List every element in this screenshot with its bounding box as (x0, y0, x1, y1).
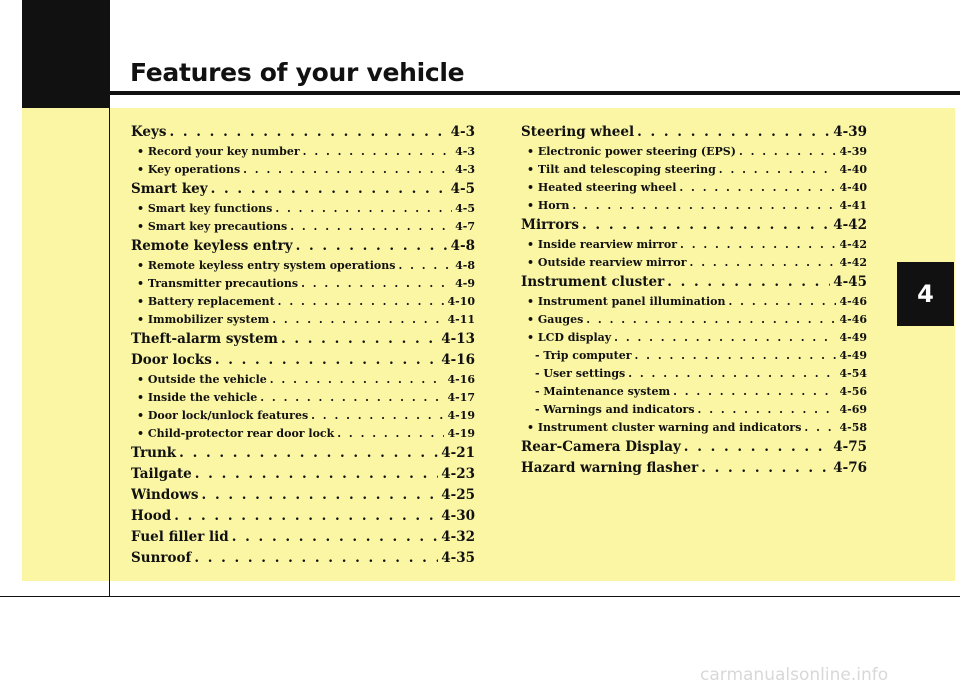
toc-entry-page: 4-42 (833, 217, 867, 233)
dot-leader (215, 350, 438, 371)
toc-entry[interactable] (131, 236, 475, 257)
toc-subentry[interactable] (521, 143, 867, 161)
toc-entry[interactable] (131, 527, 475, 548)
toc-entry-label: Keys (131, 124, 167, 140)
toc-entry-page: 4-40 (839, 163, 867, 176)
dot-leader (739, 143, 837, 161)
toc-entry-label: Windows (131, 487, 199, 503)
toc-entry[interactable] (131, 329, 475, 350)
toc-entry-page: 4-5 (455, 202, 475, 215)
toc-entry-page: 4-35 (441, 550, 475, 566)
toc-entry-page: 4-11 (447, 313, 475, 326)
toc-entry-label: • Horn (527, 199, 570, 212)
toc-subentry[interactable] (131, 275, 475, 293)
dot-leader (398, 257, 452, 275)
toc-entry-label: • Inside rearview mirror (527, 238, 678, 251)
toc-entry-label: • Instrument cluster warning and indicators (527, 421, 802, 434)
toc-entry-page: 4-3 (455, 145, 475, 158)
toc-entry[interactable] (521, 272, 867, 293)
toc-entry-label: Steering wheel (521, 124, 635, 140)
toc-entry-label: - Maintenance system (535, 385, 671, 398)
dot-leader (290, 218, 452, 236)
toc-entry[interactable] (131, 548, 475, 569)
toc-entry-label: Remote keyless entry (131, 238, 293, 254)
toc-entry-page: 4-30 (441, 508, 475, 524)
toc-entry-page: 4-19 (447, 427, 475, 440)
dot-leader (719, 161, 837, 179)
watermark: carmanualsonline.info (700, 665, 889, 685)
toc-entry-label: • Key operations (137, 163, 241, 176)
dot-leader (628, 365, 836, 383)
dot-leader (614, 329, 836, 347)
dot-leader (673, 383, 836, 401)
toc-entry-page: 4-10 (447, 295, 475, 308)
dot-leader (729, 293, 837, 311)
toc-subentry[interactable] (521, 236, 867, 254)
toc-entry-label: Fuel filler lid (131, 529, 229, 545)
toc-subentry[interactable] (131, 407, 475, 425)
toc-entry-label: Instrument cluster (521, 274, 665, 290)
toc-entry-label: • Instrument panel illumination (527, 295, 726, 308)
title-rule (109, 91, 960, 95)
toc-entry-label: • Smart key precautions (137, 220, 288, 233)
toc-subentry[interactable] (131, 389, 475, 407)
toc-entry-page: 4-25 (441, 487, 475, 503)
toc-subentry[interactable] (521, 383, 867, 401)
toc-entry-page: 4-45 (833, 274, 867, 290)
toc-entry-label: • Remote keyless entry system operations (137, 259, 396, 272)
toc-entry-label: • Inside the vehicle (137, 391, 258, 404)
toc-entry-page: 4-5 (450, 181, 475, 197)
toc-entry[interactable] (131, 179, 475, 200)
toc-subentry[interactable] (131, 371, 475, 389)
toc-entry-page: 4-75 (833, 439, 867, 455)
dot-leader (296, 236, 448, 257)
toc-entry[interactable] (131, 122, 475, 143)
toc-entry-page: 4-46 (839, 313, 867, 326)
toc-entry-label: • Gauges (527, 313, 584, 326)
dot-leader (243, 161, 452, 179)
toc-entry-label: Hazard warning flasher (521, 460, 699, 476)
dot-leader (337, 425, 444, 443)
toc-entry-label: • Electronic power steering (EPS) (527, 145, 736, 158)
toc-entry-label: Theft-alarm system (131, 331, 278, 347)
toc-subentry[interactable] (521, 254, 867, 272)
toc-subentry[interactable] (521, 179, 867, 197)
toc-entry-label: • Immobilizer system (137, 313, 270, 326)
toc-entry-page: 4-32 (441, 529, 475, 545)
toc-entry-page: 4-46 (839, 295, 867, 308)
toc-entry-label: • Outside rearview mirror (527, 256, 687, 269)
dot-leader (301, 275, 452, 293)
toc-subentry[interactable] (131, 218, 475, 236)
toc-subentry[interactable] (521, 311, 867, 329)
corner-black-tab (22, 0, 109, 108)
toc-entry-label: - Trip computer (535, 349, 632, 362)
dot-leader (684, 437, 830, 458)
toc-entry-page: 4-39 (839, 145, 867, 158)
dot-leader (303, 143, 452, 161)
toc-entry-label: • Door lock/unlock features (137, 409, 309, 422)
bottom-rule (0, 596, 960, 597)
toc-entry-page: 4-17 (447, 391, 475, 404)
toc-entry-label: • Outside the vehicle (137, 373, 267, 386)
toc-entry-label: • Child-protector rear door lock (137, 427, 335, 440)
toc-entry[interactable] (131, 350, 475, 371)
dot-leader (195, 464, 438, 485)
toc-entry[interactable] (521, 458, 867, 479)
toc-entry-label: Rear-Camera Display (521, 439, 681, 455)
dot-leader (272, 311, 444, 329)
toc-entry-label: Tailgate (131, 466, 192, 482)
dot-leader (698, 401, 837, 419)
dot-leader (194, 548, 438, 569)
toc-entry-label: Sunroof (131, 550, 192, 566)
toc-subentry[interactable] (521, 365, 867, 383)
toc-entry-label: • Tilt and telescoping steering (527, 163, 716, 176)
dot-leader (232, 527, 438, 548)
dot-leader (281, 329, 438, 350)
toc-entry-label: • Heated steering wheel (527, 181, 677, 194)
toc-subentry[interactable] (131, 425, 475, 443)
dot-leader (275, 200, 452, 218)
toc-entry-page: 4-3 (450, 124, 475, 140)
dot-leader (179, 443, 438, 464)
toc-entry-page: 4-49 (839, 331, 867, 344)
dot-leader (211, 179, 448, 200)
toc-entry-page: 4-41 (839, 199, 867, 212)
toc-entry-label: • LCD display (527, 331, 612, 344)
toc-entry-page: 4-40 (839, 181, 867, 194)
toc-entry[interactable] (131, 485, 475, 506)
toc-entry-label: Mirrors (521, 217, 580, 233)
toc-entry[interactable] (131, 464, 475, 485)
toc-entry-page: 4-3 (455, 163, 475, 176)
toc-entry-page: 4-23 (441, 466, 475, 482)
toc-right-column (521, 122, 867, 479)
toc-entry-page: 4-8 (450, 238, 475, 254)
toc-subentry[interactable] (131, 143, 475, 161)
toc-entry-page: 4-7 (455, 220, 475, 233)
toc-entry-page: 4-39 (833, 124, 867, 140)
toc-subentry[interactable] (521, 293, 867, 311)
dot-leader (690, 254, 837, 272)
toc-entry-page: 4-16 (447, 373, 475, 386)
toc-entry-label: Hood (131, 508, 172, 524)
toc-entry[interactable] (521, 215, 867, 236)
toc-entry-label: - Warnings and indicators (535, 403, 695, 416)
dot-leader (278, 293, 445, 311)
toc-entry-label: Smart key (131, 181, 208, 197)
toc-subentry[interactable] (131, 293, 475, 311)
toc-subentry[interactable] (521, 347, 867, 365)
dot-leader (311, 407, 444, 425)
toc-subentry[interactable] (521, 197, 867, 215)
dot-leader (701, 458, 830, 479)
dot-leader (169, 122, 447, 143)
dot-leader (680, 236, 836, 254)
toc-entry[interactable] (131, 506, 475, 527)
toc-left-column (131, 122, 475, 569)
toc-entry-page: 4-76 (833, 460, 867, 476)
toc-subentry[interactable] (521, 161, 867, 179)
toc-subentry[interactable] (521, 329, 867, 347)
dot-leader (667, 272, 830, 293)
dot-leader (260, 389, 444, 407)
dot-leader (804, 419, 836, 437)
toc-entry-label: • Transmitter precautions (137, 277, 299, 290)
page-title: Features of your vehicle (130, 58, 465, 87)
toc-entry-page: 4-42 (839, 256, 867, 269)
dot-leader (637, 122, 830, 143)
toc-entry[interactable] (521, 437, 867, 458)
toc-entry-label: • Battery replacement (137, 295, 275, 308)
toc-entry-label: • Record your key number (137, 145, 300, 158)
toc-entry-page: 4-8 (455, 259, 475, 272)
toc-subentry[interactable] (521, 401, 867, 419)
toc-entry-page: 4-16 (441, 352, 475, 368)
toc-entry-page: 4-9 (455, 277, 475, 290)
toc-subentry[interactable] (131, 200, 475, 218)
toc-subentry[interactable] (131, 257, 475, 275)
toc-entry-label: - User settings (535, 367, 626, 380)
toc-entry-page: 4-56 (839, 385, 867, 398)
toc-entry[interactable] (521, 122, 867, 143)
toc-entry-label: Trunk (131, 445, 177, 461)
toc-entry-page: 4-69 (839, 403, 867, 416)
left-margin-panel (22, 108, 109, 581)
toc-entry-page: 4-19 (447, 409, 475, 422)
vertical-rule (109, 0, 110, 597)
toc-entry[interactable] (131, 443, 475, 464)
toc-subentry[interactable] (131, 161, 475, 179)
toc-entry-page: 4-13 (441, 331, 475, 347)
toc-subentry[interactable] (521, 419, 867, 437)
dot-leader (679, 179, 836, 197)
dot-leader (586, 311, 836, 329)
dot-leader (174, 506, 438, 527)
toc-entry-page: 4-54 (839, 367, 867, 380)
toc-entry-label: Door locks (131, 352, 212, 368)
dot-leader (572, 197, 836, 215)
toc-entry-page: 4-49 (839, 349, 867, 362)
chapter-tab: 4 (897, 262, 954, 326)
toc-entry-page: 4-58 (839, 421, 867, 434)
toc-subentry[interactable] (131, 311, 475, 329)
toc-entry-label: • Smart key functions (137, 202, 273, 215)
toc-entry-page: 4-21 (441, 445, 475, 461)
dot-leader (582, 215, 830, 236)
toc-entry-page: 4-42 (839, 238, 867, 251)
dot-leader (270, 371, 445, 389)
dot-leader (202, 485, 439, 506)
dot-leader (635, 347, 837, 365)
